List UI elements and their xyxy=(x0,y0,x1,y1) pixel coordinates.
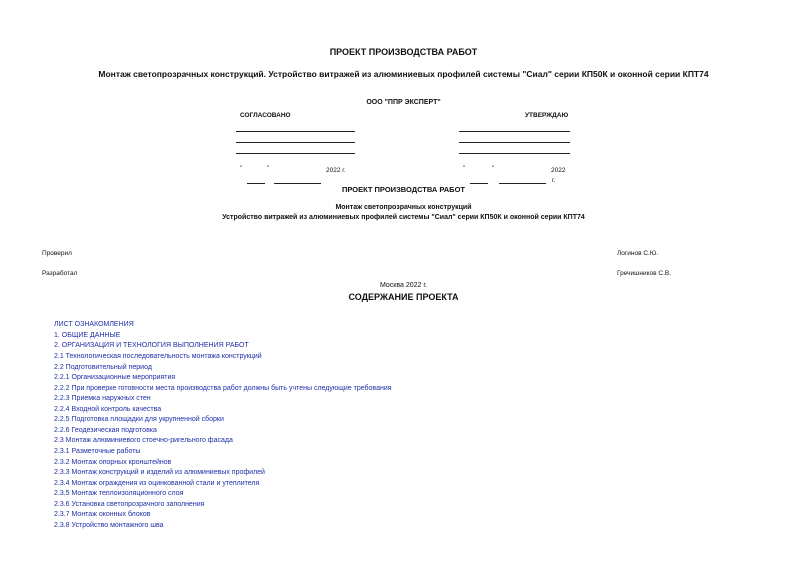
toc-item[interactable]: 2.2.4 Входной контроль качества xyxy=(54,406,162,413)
document-subtitle: Монтаж светопрозрачных конструкций. Устройство витражей из алюминиевых профилей системы "Сиал" серии КП50К и оконной серии КПТ74 xyxy=(98,69,709,79)
date-year: 2022 xyxy=(551,167,566,174)
toc-item[interactable]: 2.3.2 Монтаж опорных кронштейнов xyxy=(54,459,172,466)
date-quote-close: " xyxy=(492,166,495,172)
date-year-suffix: г. xyxy=(552,177,556,184)
toc-item[interactable]: 2.3.6 Установка светопрозрачного заполнения xyxy=(54,501,205,508)
toc-item[interactable]: 2.3.3 Монтаж конструкций и изделий из алюминиевых профилей xyxy=(54,469,265,476)
company-name: ООО "ППР ЭКСПЕРТ" xyxy=(366,99,441,106)
toc-item[interactable]: 2.2 Подготовительный период xyxy=(54,364,152,371)
toc-item[interactable]: 2.3.1 Разметочные работы xyxy=(54,448,141,455)
toc-item[interactable]: 2.2.5 Подготовка площадки для укрупненной сборки xyxy=(54,416,224,423)
date-quote-close: " xyxy=(267,166,270,172)
document-title: ПРОЕКТ ПРОИЗВОДСТВА РАБОТ xyxy=(329,47,478,57)
toc-item[interactable]: ЛИСТ ОЗНАКОМЛЕНИЯ xyxy=(54,321,134,328)
signature-line xyxy=(459,131,570,132)
toc-item[interactable]: 2.3.8 Устройство монтажного шва xyxy=(54,522,164,529)
toc-item[interactable]: 2.3.5 Монтаж теплоизоляционного слоя xyxy=(54,490,184,497)
signature-line xyxy=(236,142,355,143)
toc-item[interactable]: 2.3.7 Монтаж оконных блоков xyxy=(54,511,151,518)
date-quote-open: " xyxy=(463,166,466,172)
toc-item[interactable]: 2.2.6 Геодезическая подготовка xyxy=(54,427,157,434)
contents-title: СОДЕРЖАНИЕ ПРОЕКТА xyxy=(348,292,459,302)
date-year: 2022 г. xyxy=(326,167,346,174)
signature-line xyxy=(236,153,355,154)
toc-item[interactable]: 2.3 Монтаж алюминиевого стоечно-ригельного фасада xyxy=(54,437,233,444)
project-title: ПРОЕКТ ПРОИЗВОДСТВА РАБОТ xyxy=(341,185,465,194)
signature-line xyxy=(459,142,570,143)
toc-item[interactable]: 2.1 Технологическая последовательность монтажа конструкций xyxy=(54,353,262,360)
project-subtitle-line2: Устройство витражей из алюминиевых профилей системы "Сиал" серии КП50К и оконной серии КПТ74 xyxy=(222,214,585,221)
date-month-line xyxy=(274,183,321,184)
toc-item[interactable]: 2. ОРГАНИЗАЦИЯ И ТЕХНОЛОГИЯ ВЫПОЛНЕНИЯ РАБОТ xyxy=(54,342,249,349)
toc-item[interactable]: 2.2.1 Организационные мероприятия xyxy=(54,374,176,381)
toc-item[interactable]: 1. ОБЩИЕ ДАННЫЕ xyxy=(54,332,121,339)
project-subtitle-line1: Монтаж светопрозрачных конструкций xyxy=(335,204,472,211)
toc-item[interactable]: 2.3.4 Монтаж ограждения из оцинкованной стали и утеплителя xyxy=(54,480,260,487)
developed-label: Разработал xyxy=(42,270,78,277)
signature-line xyxy=(459,153,570,154)
approval-right-label: УТВЕРЖДАЮ xyxy=(525,112,569,119)
signature-line xyxy=(236,131,355,132)
toc-item[interactable]: 2.2.3 Приемка наружных стен xyxy=(54,395,151,402)
developed-name: Гречишников С.В. xyxy=(617,270,672,277)
toc-item[interactable]: 2.2.2 При проверке готовности места производства работ должны быть учтены следующие требования xyxy=(54,385,392,392)
checked-label: Проверил xyxy=(42,250,72,257)
date-day-line xyxy=(470,183,488,184)
date-month-line xyxy=(499,183,546,184)
checked-name: Логинов С.Ю. xyxy=(617,250,659,257)
date-quote-open: " xyxy=(240,166,243,172)
approval-left-label: СОГЛАСОВАНО xyxy=(240,112,291,119)
place-date: Москва 2022 г. xyxy=(379,282,427,289)
date-day-line xyxy=(247,183,265,184)
